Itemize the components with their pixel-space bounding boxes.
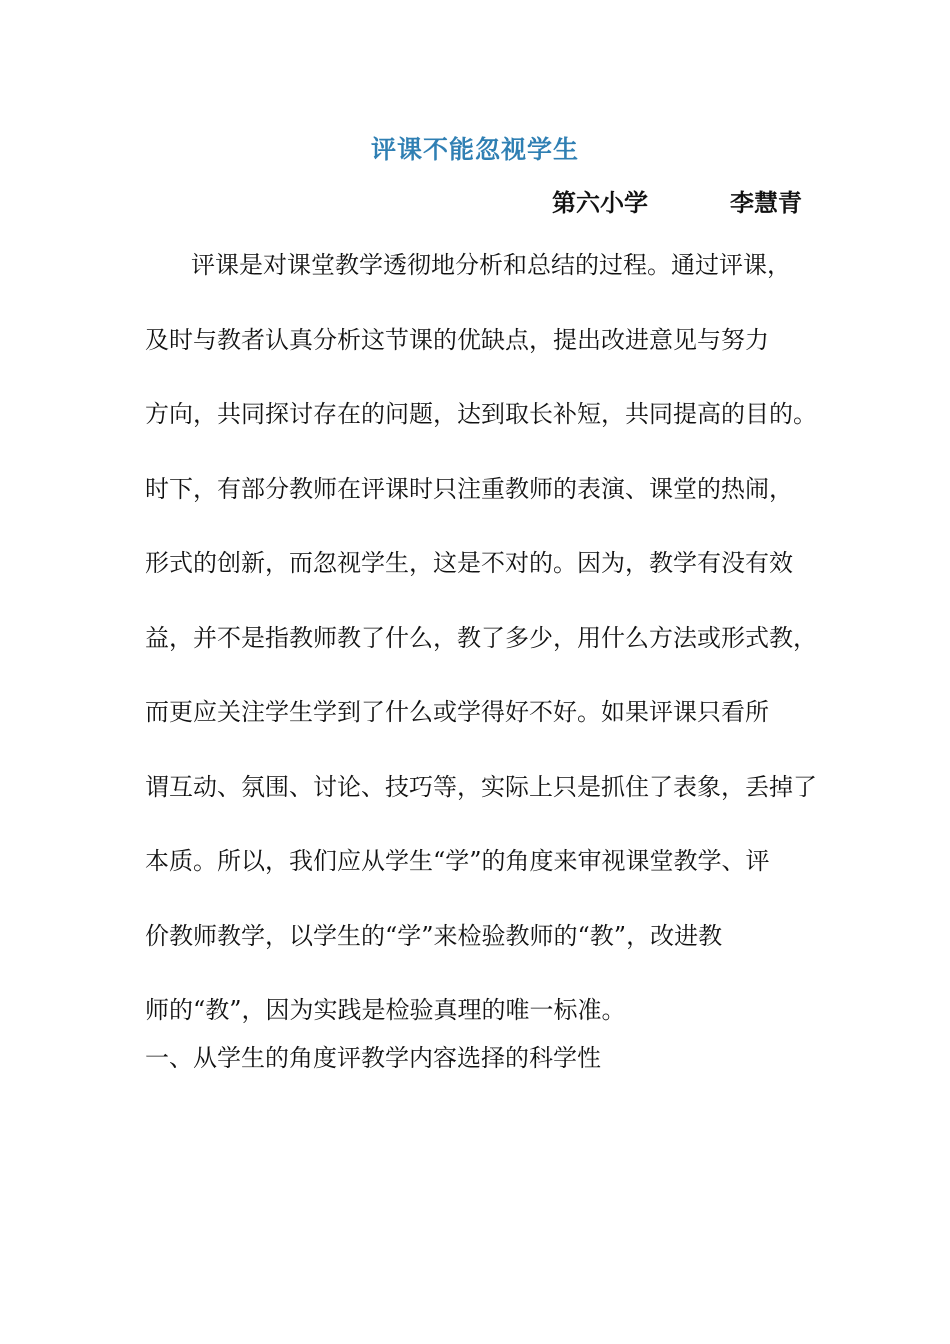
author-line xyxy=(552,183,832,218)
paragraph-line: 师的“教”，因为实践是检验真理的唯一标准。 xyxy=(145,996,626,1024)
paragraph-line: 本质。所以，我们应从学生“学”的角度来审视课堂教学、评 xyxy=(145,847,770,875)
paragraph-line: 形式的创新，而忽视学生，这是不对的。因为，教学有没有效 xyxy=(145,549,793,577)
document-title: 评课不能忽视学生 xyxy=(370,135,579,164)
author-name: 李慧青 xyxy=(730,188,802,217)
document-body xyxy=(145,228,825,1048)
paragraph-line: 谓互动、氛围、讨论、技巧等，实际上只是抓住了表象，丢掉了 xyxy=(145,772,817,801)
paragraph-line: 价教师教学，以学生的“学”来检验教师的“教”，改进教 xyxy=(145,921,723,950)
paragraph-line: 时下，有部分教师在评课时只注重教师的表演、课堂的热闹， xyxy=(145,474,793,503)
section-heading: 一、从学生的角度评教学内容选择的科学性 xyxy=(145,1044,601,1072)
school-name: 第六小学 xyxy=(552,188,648,217)
paragraph-line: 而更应关注学生学到了什么或学得好不好。如果评课只看所 xyxy=(145,698,769,726)
paragraph-line: 及时与教者认真分析这节课的优缺点，提出改进意见与努力 xyxy=(145,325,769,354)
paragraph-line: 益，并不是指教师教了什么，教了多少，用什么方法或形式教， xyxy=(145,623,817,652)
paragraph-line: 方向，共同探讨存在的问题，达到取长补短，共同提高的目的。 xyxy=(145,400,817,428)
paragraph-line: 评课是对课堂教学透彻地分析和总结的过程。通过评课， xyxy=(191,251,791,279)
